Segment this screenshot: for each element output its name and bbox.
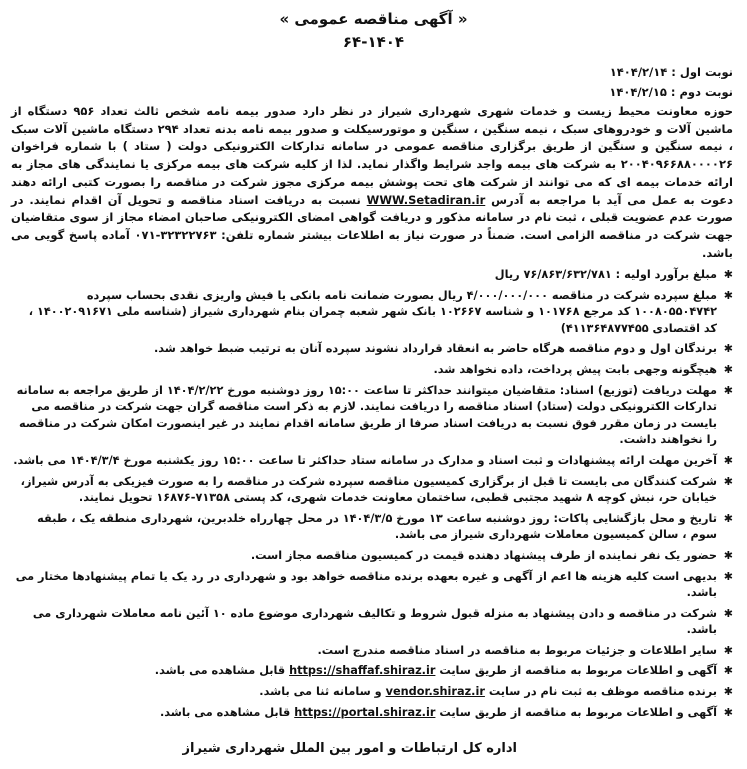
list-item <box>13 474 733 507</box>
setadiran-link[interactable]: WWW.Setadiran.ir <box>366 192 486 207</box>
notice-number: ۶۴-۱۴۰۴ <box>342 33 405 51</box>
bullet-icon: ✱ <box>723 643 733 657</box>
list-item-text: سایر اطلاعات و جزئیات مربوط به مناقصه در اسناد مناقصه مندرج است. <box>317 643 717 657</box>
list-item <box>13 267 733 284</box>
list-item-text: آخرین مهلت ارائه پیشنهادات و ثبت اسناد و مدارک در سامانه ستاد حداکثر تا ساعت ۱۵:۰۰ روز یکشنبه مورخ ۱۴۰۴/۳/۴ می باشد. <box>13 453 717 467</box>
list-item-text: حضور یک نفر نماینده از طرف پیشنهاد دهنده قیمت در کمیسیون مناقصه مجاز است. <box>250 548 717 562</box>
list-item <box>13 684 733 701</box>
bullet-icon: ✱ <box>723 268 733 281</box>
website-link[interactable]: vendor.shiraz.ir <box>385 685 485 699</box>
list-item <box>13 663 733 680</box>
list-item <box>13 362 733 379</box>
list-item <box>13 643 733 660</box>
bullet-icon: ✱ <box>723 511 733 525</box>
list-item-text-after: قابل مشاهده می باشد. <box>154 664 286 678</box>
list-item-text: تاریخ و محل بازگشایی پاکات: روز دوشنبه ساعت ۱۳ مورخ ۱۴۰۴/۳/۵ در محل چهارراه خلدبرین، شهرداری منطقه یک ، طبقه سوم ، سالن کمیسیون معاملات شهرداری شیراز می باشد. <box>37 511 717 542</box>
publication-dates <box>609 62 733 102</box>
list-item <box>13 606 733 639</box>
website-link[interactable]: https://portal.shiraz.ir <box>294 705 436 719</box>
list-item-text: آگهی و اطلاعات مربوط به مناقصه از طریق سایت <box>439 705 717 719</box>
notice-title: « آگهی مناقصه عمومی » <box>279 10 468 28</box>
issuer-signature: اداره کل ارتباطات و امور بین الملل شهرداری شیراز <box>182 741 517 756</box>
list-item <box>13 383 733 449</box>
intro-text-part1: حوزه معاونت محیط زیست و خدمات شهری شهرداری شیراز در نظر دارد صدور بیمه نامه شخص ثالث تعداد ۹۵۶ دستگاه از ماشین آلات و خودروهای سبک ، نیمه سنگین ، سنگین و موتورسیکلت و صدور بیمه نامه بدنه تعداد ۲۹۴ دستگاه ماشین آلات سبک ، نیمه سنگین و سنگین از طریق برگزاری مناقصه عمومی در سامانه تدارکات الکترونیکی دولت ( ستاد ) با شماره فراخوان ۲۰۰۴۰۹۶۶۸۸۰۰۰۰۲۶ به شرکت های بیمه واجد شرایط واگذار نماید. لذا از کلیه شرکت های بیمه مرکزی یا نمایندگی های مجاز به ارائه خدمات بیمه ای که می توانند از شرکت های تحت پوشش بیمه مرکزی مجوز شرکت در مناقصه را بصورت کتبی ارائه دهند دعوت به عمل می آید با مراجعه به آدرس <box>11 104 733 207</box>
bullet-icon: ✱ <box>723 453 733 467</box>
list-item-text: مبلغ سپرده شرکت در مناقصه ۴/۰۰۰/۰۰۰/۰۰۰ ریال بصورت ضمانت نامه بانکی یا فیش واریزی نقدی بحساب سپرده ۱۰۰۸۰۵۵۰۴۷۴۲ کد مرجع ۱۰۱۷۶۸ و شناسه ۱۰۲۶۶۷ بانک شهر شعبه چمران بنام شهرداری شیراز (شناسه ملی ۱۴۰۰۲۰۹۱۶۷۱ ، کد اقتصادی ۴۱۱۳۶۴۸۷۷۴۵۵) <box>28 288 717 335</box>
list-item <box>13 569 733 602</box>
list-item-text: بدیهی است کلیه هزینه ها اعم از آگهی و غیره بعهده برنده مناقصه خواهد بود و شهرداری در رد یک یا تمام پیشنهادها مختار می باشد. <box>15 569 717 600</box>
list-item-text: مبلغ برآورد اولیه : ۷۶/۸۶۳/۶۳۲/۷۸۱ ریال <box>494 268 717 281</box>
list-item-text-after: و سامانه ثنا می باشد. <box>259 685 382 699</box>
list-item-text: شرکت کنندگان می بایست تا قبل از برگزاری کمیسیون مناقصه سپرده شرکت در مناقصه را به صورت فیزیکی به آدرس شیراز، خیابان حر، نبش کوچه ۸ شهید مجتبی قطبی، ساختمان معاونت خدمات شهری، کد پستی ۷۱۳۵۸-۱۶۸۷۶ تحویل نمایند. <box>20 474 717 505</box>
conditions-list <box>13 267 733 725</box>
bullet-icon: ✱ <box>723 342 733 356</box>
bullet-icon: ✱ <box>723 569 733 583</box>
list-item-text: هیچگونه وجهی بابت پیش پرداخت، داده نخواهد شد. <box>433 362 717 376</box>
list-item <box>13 511 733 544</box>
intro-paragraph <box>11 103 733 262</box>
bullet-icon: ✱ <box>723 606 733 620</box>
list-item <box>13 453 733 470</box>
list-item-text: آگهی و اطلاعات مربوط به مناقصه از طریق سایت <box>439 664 717 678</box>
list-item <box>13 705 733 722</box>
list-item-text-after: قابل مشاهده می باشد. <box>159 705 291 719</box>
second-turn-date: نوبت دوم : ۱۴۰۴/۲/۱۵ <box>609 85 733 99</box>
list-item-text: شرکت در مناقصه و دادن پیشنهاد به منزله قبول شروط و تکالیف شهرداری موضوع ماده ۱۰ آئین نامه معاملات شهرداری می باشد. <box>32 606 717 637</box>
bullet-icon: ✱ <box>723 362 733 376</box>
list-item <box>13 341 733 358</box>
first-turn-date: نوبت اول : ۱۴۰۴/۲/۱۴ <box>609 65 733 79</box>
list-item-text: برندگان اول و دوم مناقصه هرگاه حاضر به انعقاد قرارداد نشوند سپرده آنان به ترتیب ضبط خواهد شد. <box>153 342 717 356</box>
intro-text-part2: نسبت به دریافت اسناد مناقصه و تحویل آن اقدام نمایند. در صورت عدم عضویت قبلی ، ثبت نام در سامانه مذکور و دریافت گواهی امضای الکترونیکی صاحبان امضاء مجاز از سوی متقاضیان جهت شرکت در مناقصه الزامی است. ضمناً در صورت نیاز به اطلاعات بیشتر شماره تلفن: ۳۲۳۲۲۷۶۳-۰۷۱ آماده پاسخ گویی می باشد. <box>11 192 733 260</box>
list-item <box>13 548 733 565</box>
bullet-icon: ✱ <box>723 664 733 678</box>
list-item <box>13 288 733 338</box>
bullet-icon: ✱ <box>723 685 733 699</box>
list-item-text: مهلت دریافت (توزیع) اسناد: متقاضیان میتوانند حداکثر تا ساعت ۱۵:۰۰ روز دوشنبه مورخ ۱۴۰۴/۲/۲۲ از طریق مراجعه به سامانه تدارکات الکترونیکی دولت (ستاد) اسناد مناقصه را دریافت نمایند. لازم به ذکر است مناقصه گران جهت شرکت در مناقصه می بایست در زمان مقرر فوق نسبت به دریافت اسناد صرفا از طریق سامانه اقدام نمایند در غیر اینصورت امکان شرکت در مناقصه را نخواهند داشت. <box>16 383 717 447</box>
list-item-text: برنده مناقصه موظف به ثبت نام در سایت <box>488 685 717 699</box>
bullet-icon: ✱ <box>723 548 733 562</box>
website-link[interactable]: https://shaffaf.shiraz.ir <box>289 664 436 678</box>
bullet-icon: ✱ <box>723 474 733 488</box>
bullet-icon: ✱ <box>723 288 733 302</box>
bullet-icon: ✱ <box>723 705 733 719</box>
bullet-icon: ✱ <box>723 383 733 397</box>
